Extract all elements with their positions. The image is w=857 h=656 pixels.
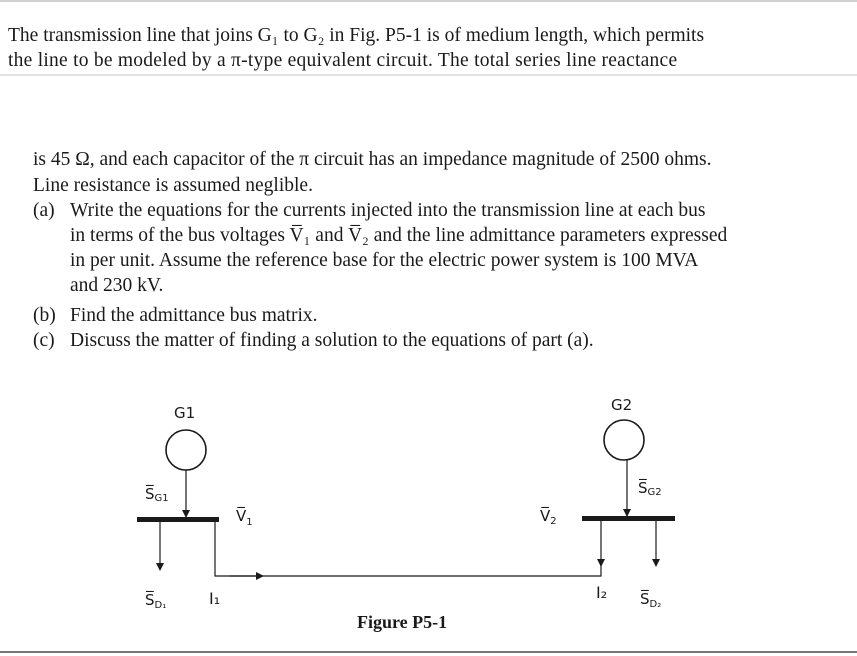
generator-2-icon — [604, 420, 644, 460]
figure-p5-1-diagram — [0, 390, 857, 620]
body-line-1: is 45 Ω, and each capacitor of the π circuit has an impedance magnitude of 2500 ohms. — [33, 149, 712, 170]
generator-1-icon — [166, 430, 206, 470]
part-c-marker: (c) — [33, 330, 55, 351]
part-a-line-1: Write the equations for the currents injected into the transmission line at each bus — [70, 200, 706, 221]
transmission-line — [215, 522, 601, 576]
i2-label: I₂ — [596, 583, 608, 602]
sg1-label: S̅G1 — [145, 485, 169, 504]
bus-1 — [137, 517, 219, 522]
bus-2 — [582, 516, 675, 521]
sd1-label: $S̅_{D_1}$ — [145, 591, 167, 611]
intro-strip — [0, 2, 857, 76]
part-a-line-4: and 230 kV. — [70, 275, 164, 296]
part-b-text: Find the admittance bus matrix. — [70, 305, 318, 326]
part-a-line-3: in per unit. Assume the reference base for the electric power system is 100 MVA — [70, 250, 699, 271]
intro-line-2: the line to be modeled by a π-type equivalent circuit. The total series line reactance — [8, 50, 678, 71]
part-a-line-2: in terms of the bus voltages V̅₁ and V̅₂ and the line admittance parameters expressed — [70, 225, 728, 246]
part-b-marker: (b) — [33, 305, 56, 326]
part-c-text: Discuss the matter of finding a solution to the equations of part (a). — [70, 330, 594, 351]
v2-label: $V̅_2$ — [540, 507, 557, 527]
sg2-label: S̅G2 — [638, 479, 662, 498]
v1-label: $V̅_1$ — [236, 507, 253, 528]
g1-label: G1 — [174, 404, 196, 422]
i1-label: I₁ — [209, 589, 221, 608]
intro-line-1: The transmission line that joins G₁ to G₂ in Fig. P5-1 is of medium length, which permits — [8, 25, 705, 46]
body-line-2: Line resistance is assumed neglible. — [33, 175, 313, 196]
g2-label: G2 — [611, 396, 633, 414]
sd2-label: $S̅_{D_2}$ — [640, 590, 662, 610]
part-a-marker: (a) — [33, 200, 55, 221]
bottom-border — [0, 651, 857, 653]
figure-caption: Figure P5-1 — [357, 612, 448, 632]
